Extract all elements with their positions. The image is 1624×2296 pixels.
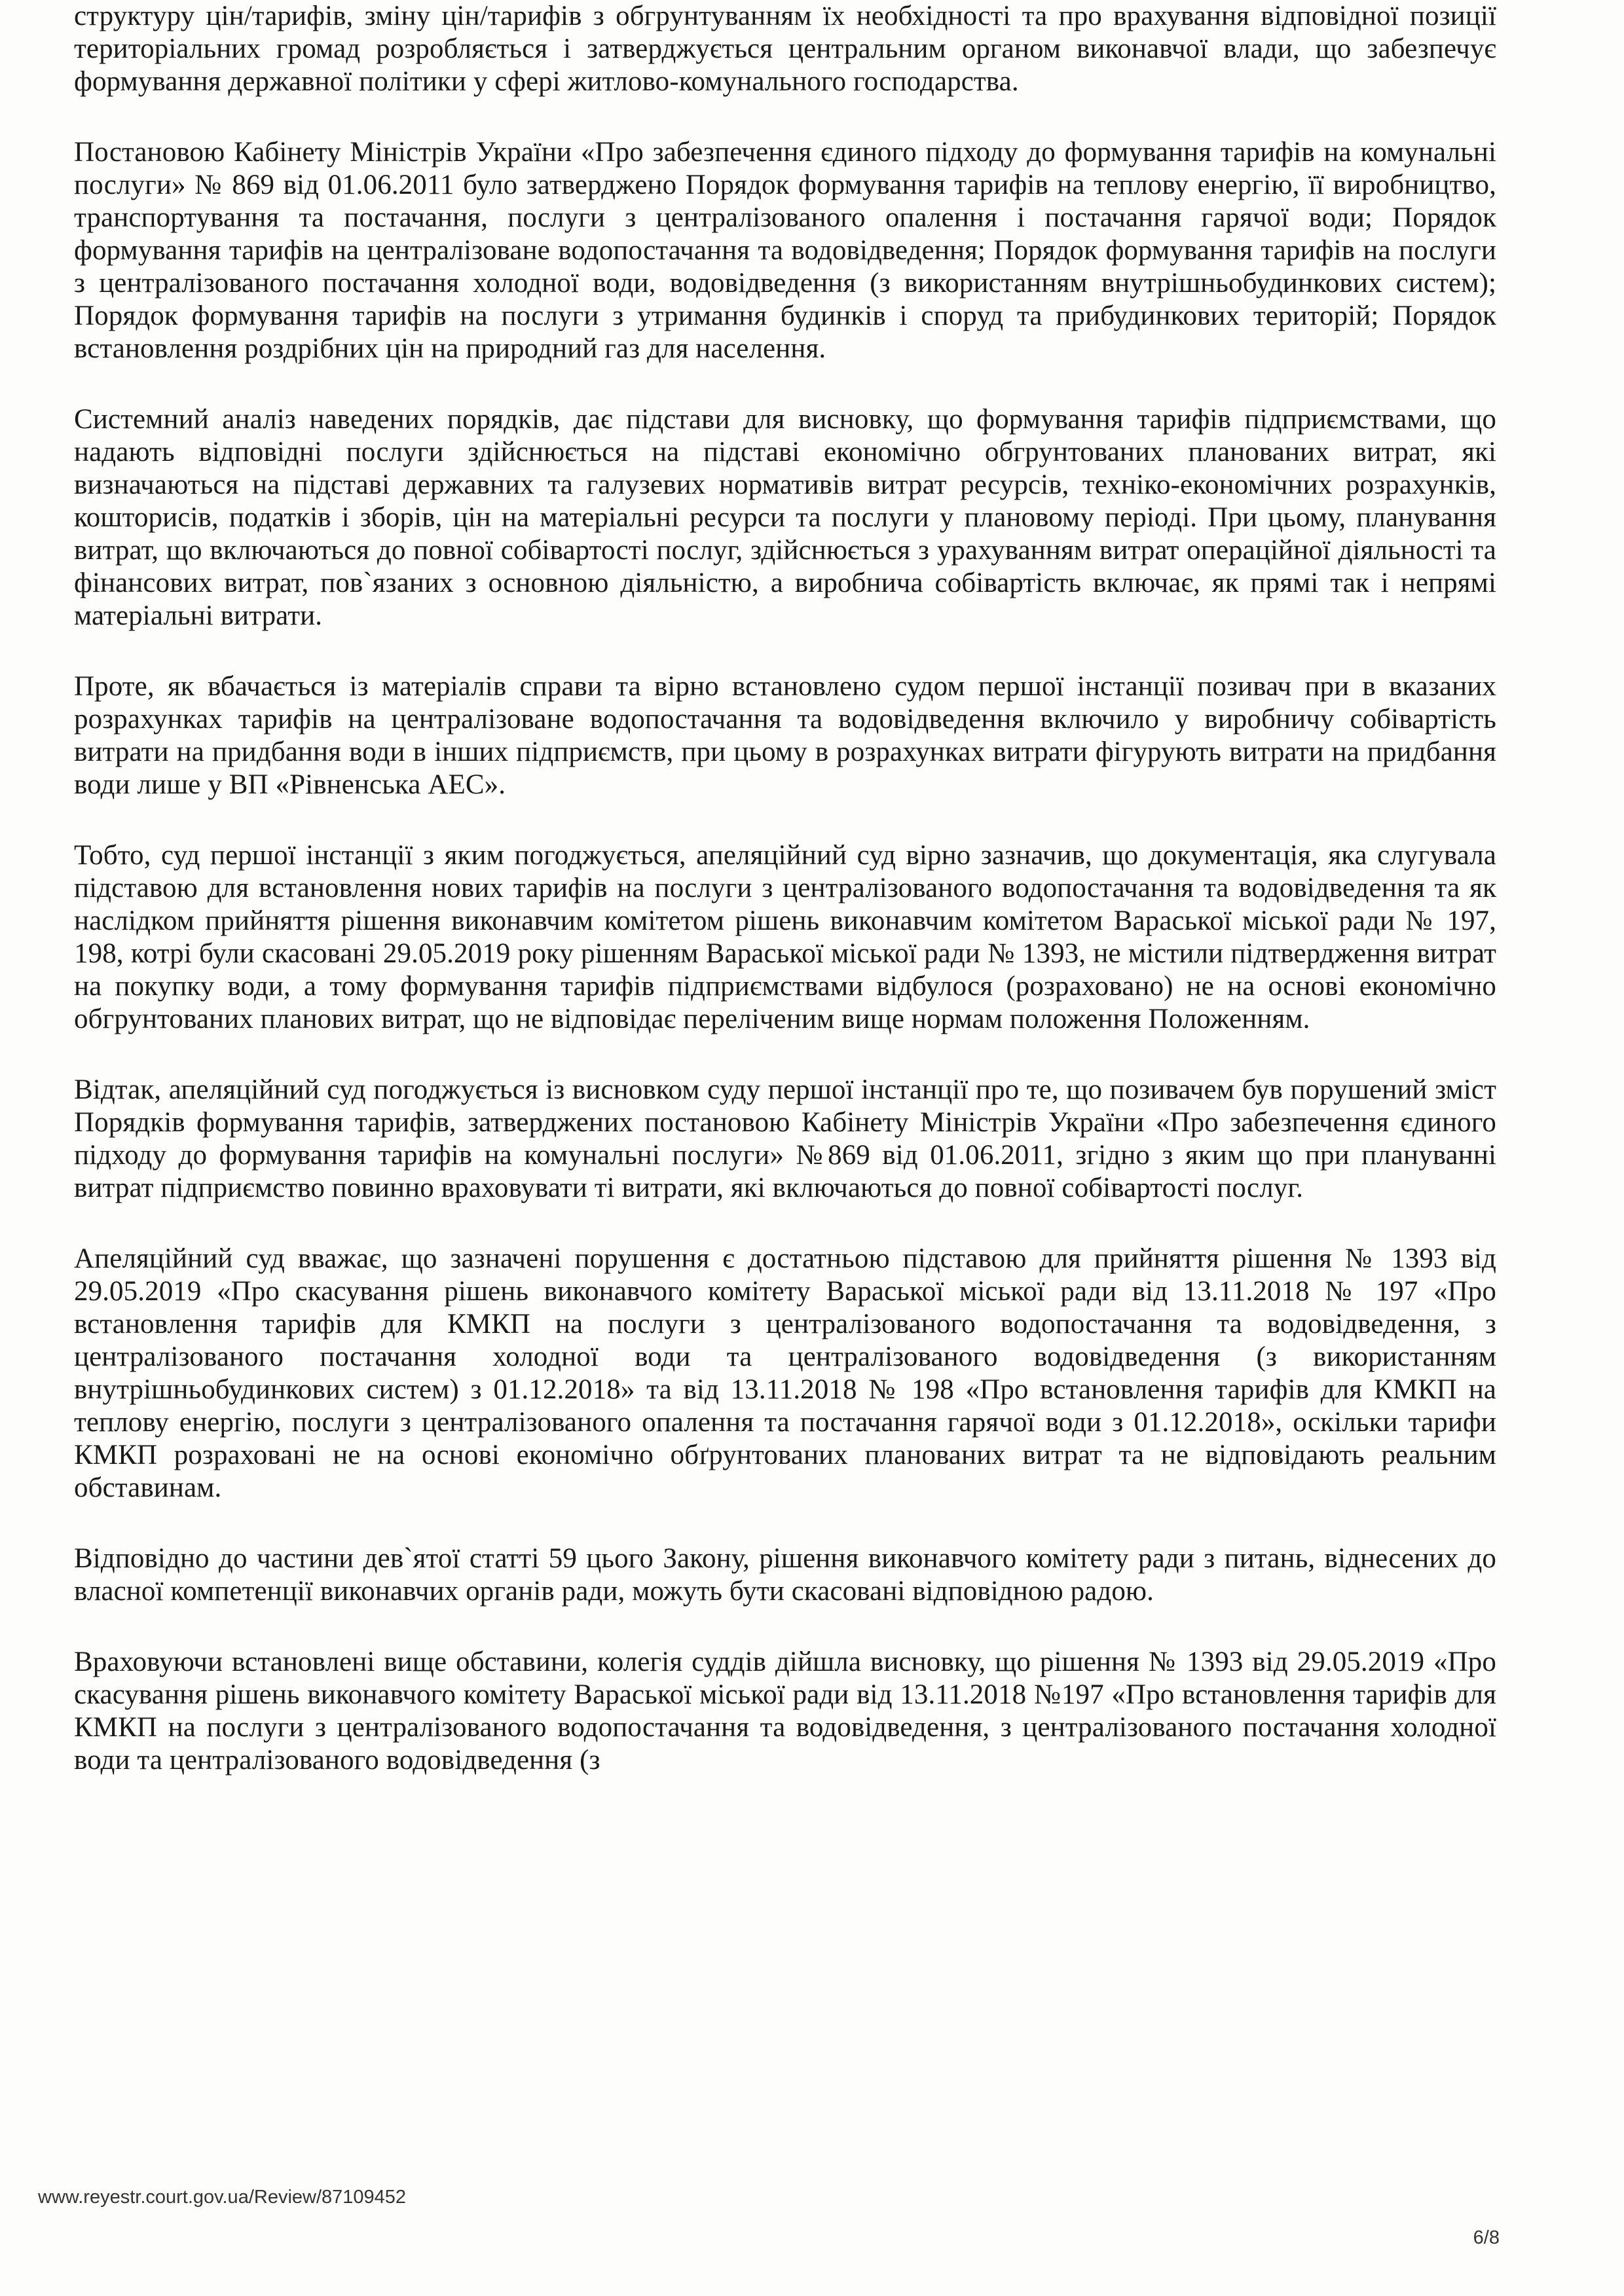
paragraph-6: Відтак, апеляційний суд погоджується із висновком суду першої інстанції про те, що позивачем був порушений зміст Порядків формування тарифів, затверджених постановою Кабінету Міністрів України «Про забезпечення єдиного підходу до формування тарифів на комунальні послуги» №869 від 01.06.2011, згідно з яким що при плануванні витрат підприємство повинно враховувати ті витрати, які включаються до повної собівартості послуг. [74,1074,1496,1203]
paragraph-7: Апеляційний суд вважає, що зазначені порушення є достатньою підставою для прийняття рішення № 1393 від 29.05.2019 «Про скасування рішень виконавчого комітету Вараської міської ради від 13.11.2018 № 197 «Про встановлення тарифів для КМКП на послуги з централізованого водопостачання та водовідведення, з централізованого постачання холодної води та централізованого водовідведення (з використанням внутрішньобудинкових систем) з 01.12.2018» та від 13.11.2018 № 198 «Про встановлення тарифів для КМКП на теплову енергію, послуги з централізованого опалення та постачання гарячої води з 01.12.2018», оскільки тарифи КМКП розраховані не на основі економічно обґрунтованих планованих витрат та не відповідають реальним обставинам. [74,1243,1496,1503]
paragraph-3: Системний аналіз наведених порядків, дає підстави для висновку, що формування тарифів підприємствами, що надають відповідні послуги здійснюється на підставі економічно обгрунтованих планованих витрат, які визначаються на підставі державних та галузевих нормативів витрат ресурсів, техніко-економічних розрахунків, кошторисів, податків і зборів, цін на матеріальні ресурси та послуги у плановому періоді. При цьому, планування витрат, що включаються до повної собівартості послуг, здійснюється з урахуванням витрат операційної діяльності та фінансових витрат, пов`язаних з основною діяльністю, а виробнича собівартість включає, як прямі так і непрямі матеріальні витрати. [74,404,1496,631]
paragraph-9: Враховуючи встановлені вище обставини, колегія суддів дійшла висновку, що рішення № 1393 від 29.05.2019 «Про скасування рішень виконавчого комітету Вараської міської ради від 13.11.2018 №197 «Про встановлення тарифів для КМКП на послуги з централізованого водопостачання та водовідведення, з централізованого постачання холодної води та централізованого водовідведення (з [74,1647,1496,1776]
paragraph-1: структуру цін/тарифів, зміну цін/тарифів з обгрунтуванням їх необхідності та про врахування відповідної позиції територіальних громад розробляється і затверджується центральним органом виконавчої влади, що забезпечує формування державної політики у сфері житлово-комунального господарства. [74,1,1496,97]
paragraph-2: Постановою Кабінету Міністрів України «Про забезпечення єдиного підходу до формування тарифів на комунальні послуги» № 869 від 01.06.2011 було затверджено Порядок формування тарифів на теплову енергію, її виробництво, транспортування та постачання, послуги з централізованого опалення і постачання гарячої води; Порядок формування тарифів на централізоване водопостачання та водовідведення; Порядок формування тарифів на послуги з централізованого постачання холодної води, водовідведення (з використанням внутрішньобудинкових систем); Порядок формування тарифів на послуги з утримання будинків і споруд та прибудинкових територій; Порядок встановлення роздрібних цін на природний газ для населення. [74,137,1496,364]
document-body [74,0,1496,1815]
footer-source-link[interactable]: www.reyestr.court.gov.ua/Review/87109452 [38,2187,407,2208]
paragraph-4: Проте, як вбачається із матеріалів справи та вірно встановлено судом першої інстанції позивач при в вказаних розрахунках тарифів на централізоване водопостачання та водовідведення включило у виробничу собівартість витрати на придбання води в інших підприємств, при цьому в розрахунках витрати фігурують витрати на придбання води лише у ВП «Рівненська АЕС». [74,671,1496,800]
page-number: 6/8 [1473,2227,1500,2248]
paragraph-8: Відповідно до частини дев`ятої статті 59 цього Закону, рішення виконавчого комітету ради з питань, віднесених до власної компетенції виконавчих органів ради, можуть бути скасовані відповідною радою. [74,1543,1496,1607]
paragraph-5: Тобто, суд першої інстанції з яким погоджується, апеляційний суд вірно зазначив, що документація, яка слугувала підставою для встановлення нових тарифів на послуги з централізованого водопостачання та водовідведення та як наслідком прийняття рішення виконавчим комітетом рішень виконавчим комітетом Вараської міської ради № 197, 198, котрі були скасовані 29.05.2019 року рішенням Вараської міської ради № 1393, не містили підтвердження витрат на покупку води, а тому формування тарифів підприємствами відбулося (розраховано) не на основі економічно обгрунтованих планових витрат, що не відповідає переліченим вище нормам положення Положенням. [74,840,1496,1034]
